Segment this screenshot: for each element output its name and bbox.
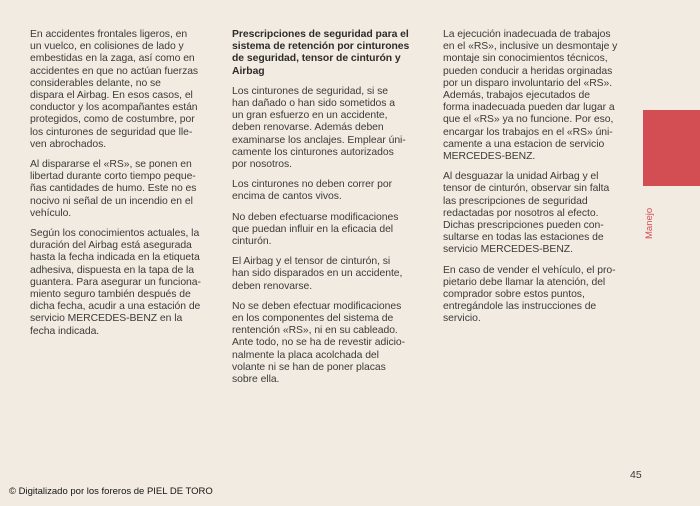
page-number: 45 bbox=[630, 469, 642, 481]
paragraph: No se deben efectuar modificaciones en los componentes del sistema de rentención «RS», ni en su cableado. Ante todo, no se ha de revestir adicio- nalmente la placa acolchada del volante ni se han de poner placas sobre ella. bbox=[232, 300, 406, 386]
paragraph: Los cinturones no deben correr por encima de cantos vivos. bbox=[232, 179, 393, 203]
section-label-text: Manejo bbox=[644, 207, 655, 239]
section-heading: Prescripciones de seguridad para el sistema de retención por cinturones de seguridad, tensor de cinturón y Airbag bbox=[232, 29, 410, 77]
paragraph: En accidentes frontales ligeros, en un vuelco, en colisiones de lado y embestidas en la zaga, así como en accidentes en que no actúan fuerzas considerables delante, no se dispara el Airbag. En esos casos, el conductor y los acompañantes están protegidos, como de costumbre, por los cinturones de seguridad que lle- ven abrochados. bbox=[30, 29, 199, 150]
scan-credit: © Digitalizado por los foreros de PIEL DE TORO bbox=[9, 486, 213, 497]
paragraph: Al desguazar la unidad Airbag y el tensor de cinturón, observar sin falta las prescripciones de seguridad redactadas por nosotros al efecto. Dichas prescripciones pueden con- sultarse en todas las estaciones de servicio MERCEDES-BENZ. bbox=[443, 171, 610, 256]
paragraph: La ejecución inadecuada de trabajos en el «RS», inclusive un desmontaje y montaje sin conocimientos técnicos, pueden conducir a heridas orginadas por un disparo involuntario del «RS». Además, trabajos ejecutados de forma inadecuada pueden dar lugar a que el «RS» ya no funcione. Por eso, encargar los trabajos en el «RS» úni- camente a una estacion de servicio MERCEDES-BENZ. bbox=[443, 29, 618, 163]
paragraph: No deben efectuarse modificaciones que puedan influir en la eficacia del cinturón. bbox=[232, 211, 399, 248]
paragraph: En caso de vender el vehículo, el pro- pietario debe llamar la atención, del comprador sobre estos puntos, entregándole las instrucciones de servicio. bbox=[443, 264, 616, 325]
paragraph: El Airbag y el tensor de cinturón, si han sido disparados en un accidente, deben renovarse. bbox=[232, 256, 403, 292]
paragraph: Los cinturones de seguridad, si se han dañado o han sido sometidos a un gran esfuerzo en un accidente, deben renovarse. Además deben examinarse los anclajes. Emplear úni- camente los cinturones autorizados por nosotros. bbox=[232, 85, 406, 171]
text-column-2 bbox=[232, 29, 428, 394]
text-column-3 bbox=[443, 29, 639, 334]
paragraph: Según los conocimientos actuales, la duración del Airbag está asegurada hasta la fecha indicada en la etiqueta adhesiva, dispuesta en la tapa de la guantera. Para asegurar un funciona- miento seguro también después de dicha fecha, acudir a una estación de servicio MERCEDES-BENZ en la fecha indicada. bbox=[30, 228, 201, 337]
section-tab-label bbox=[644, 175, 700, 245]
paragraph: Al dispararse el «RS», se ponen en libertad durante corto tiempo peque- ñas cantidades de humo. Este no es nocivo ni señal de un incendio en el vehículo. bbox=[30, 159, 197, 219]
text-column-1 bbox=[30, 29, 225, 346]
